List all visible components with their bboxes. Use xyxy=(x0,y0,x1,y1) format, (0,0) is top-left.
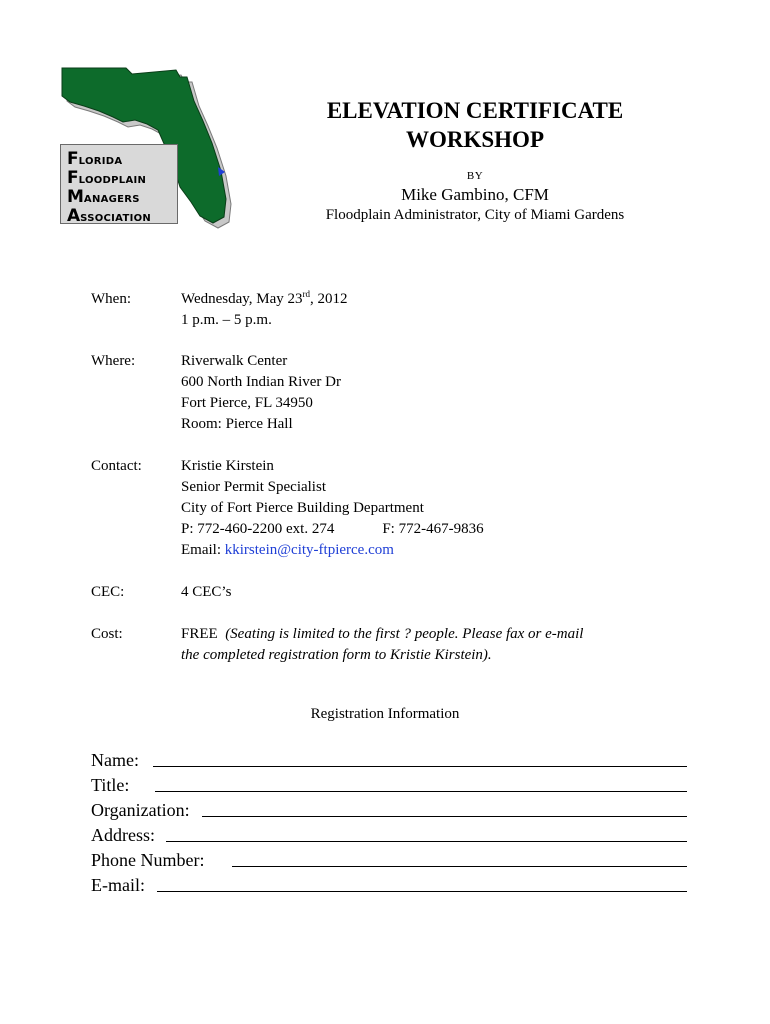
logo-line: MANAGERS xyxy=(67,187,140,207)
contact-fax: F: 772-467-9836 xyxy=(382,521,484,537)
title-field[interactable] xyxy=(91,771,687,796)
contact-value xyxy=(181,456,681,561)
by-label: BY xyxy=(466,170,484,182)
contact-name: Kristie Kirstein xyxy=(181,458,274,474)
title-line-2: WORKSHOP xyxy=(405,127,544,152)
address-field-line[interactable] xyxy=(166,840,687,842)
cost-amount: FREE xyxy=(181,626,218,642)
organization-field[interactable] xyxy=(91,796,687,821)
contact-email-link[interactable]: kkirstein@city-ftpierce.com xyxy=(224,542,394,558)
venue-name: Riverwalk Center xyxy=(181,353,288,369)
contact-phones xyxy=(181,519,681,540)
venue-street: 600 North Indian River Dr xyxy=(181,374,341,390)
logo-line: FLOODPLAIN xyxy=(67,168,147,188)
when-label: When: xyxy=(91,291,131,307)
cec-value: 4 CEC’s xyxy=(181,584,232,600)
registration-heading: Registration Information xyxy=(310,706,460,722)
title-field-line[interactable] xyxy=(155,790,687,792)
contact-phone: P: 772-460-2200 ext. 274 xyxy=(181,521,335,537)
title-line-1: ELEVATION CERTIFICATE xyxy=(326,98,624,123)
contact-email-line: Email: kkirstein@city-ftpierce.com xyxy=(181,542,394,558)
organization-field-line[interactable] xyxy=(202,815,687,817)
presenter-name: Mike Gambino, CFM xyxy=(401,185,549,204)
phone-number-field-line[interactable] xyxy=(232,865,687,867)
presenter-title: Floodplain Administrator, City of Miami Gardens xyxy=(325,207,625,223)
email-field-label: E-mail: xyxy=(91,875,145,895)
event-time: 1 p.m. – 5 p.m. xyxy=(181,312,272,328)
logo-line: FLORIDA xyxy=(67,149,123,169)
cost-note-continued: the completed registration form to Kristie Kirstein). xyxy=(181,647,492,663)
contact-title: Senior Permit Specialist xyxy=(181,479,326,495)
logo-text-box xyxy=(60,144,178,224)
event-date: Wednesday, May 23rd, 2012 xyxy=(181,289,348,307)
contact-label: Contact: xyxy=(91,458,142,474)
name-field[interactable] xyxy=(91,746,687,771)
phone-number-field-label: Phone Number: xyxy=(91,850,205,870)
email-field[interactable] xyxy=(91,871,687,896)
venue-city: Fort Pierce, FL 34950 xyxy=(181,395,313,411)
organization-field-label: Organization: xyxy=(91,800,190,820)
ffma-logo xyxy=(58,64,248,234)
title-field-label: Title: xyxy=(91,775,130,795)
cost-note: (Seating is limited to the first ? people. Please fax or e-mail xyxy=(225,626,584,642)
name-field-line[interactable] xyxy=(153,765,687,767)
contact-org: City of Fort Pierce Building Department xyxy=(181,500,424,516)
cost-label: Cost: xyxy=(91,626,123,642)
name-field-label: Name: xyxy=(91,750,139,770)
phone-number-field[interactable] xyxy=(91,846,687,871)
cost-value xyxy=(181,624,681,666)
where-value xyxy=(181,351,681,435)
cec-label: CEC: xyxy=(91,584,125,600)
document-title xyxy=(280,96,670,154)
address-field-label: Address: xyxy=(91,825,155,845)
logo-line: ASSOCIATION xyxy=(67,206,152,226)
where-label: Where: xyxy=(91,353,136,369)
when-value xyxy=(181,289,681,331)
email-field-line[interactable] xyxy=(157,890,687,892)
venue-room: Room: Pierce Hall xyxy=(181,416,293,432)
address-field[interactable] xyxy=(91,821,687,846)
